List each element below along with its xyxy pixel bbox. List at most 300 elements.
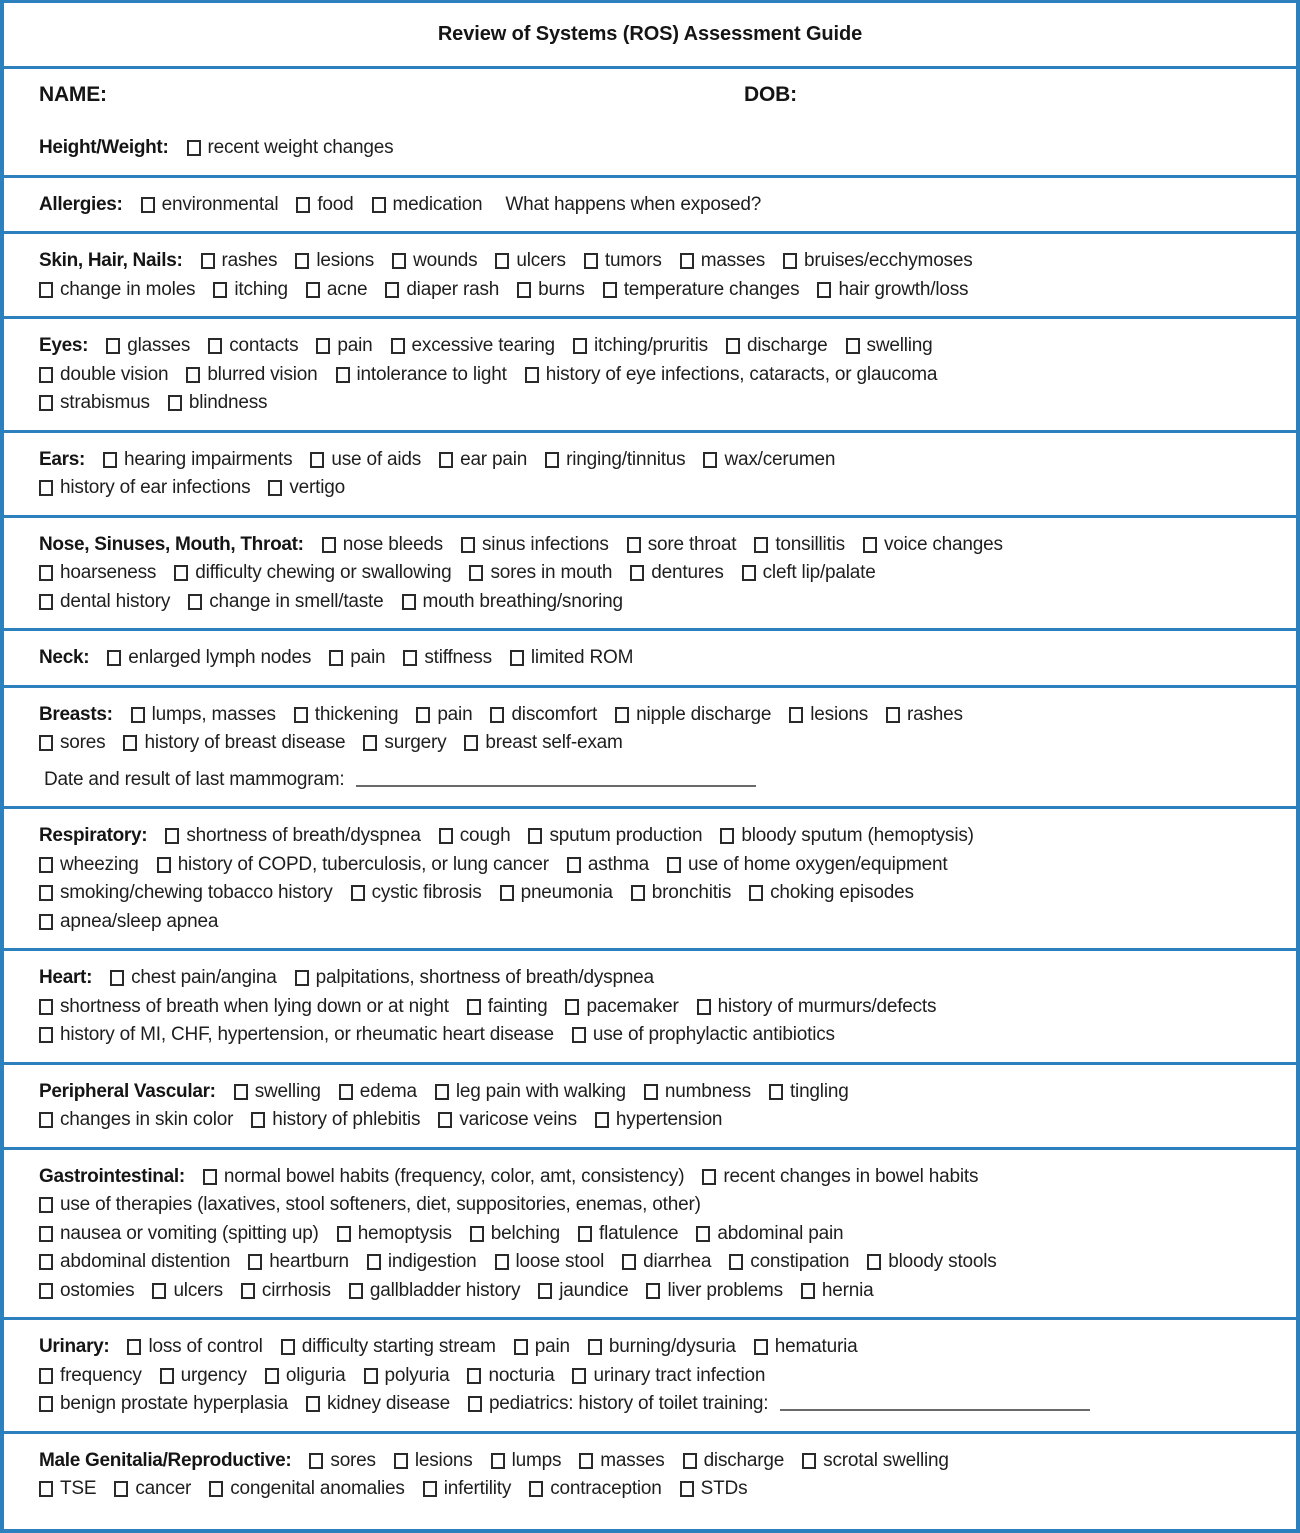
item-label: indigestion xyxy=(387,1251,477,1273)
checkbox[interactable] xyxy=(416,707,430,723)
checkbox-item xyxy=(39,1251,230,1273)
checkbox-item xyxy=(391,335,555,357)
checkbox[interactable] xyxy=(726,338,740,354)
checkbox[interactable] xyxy=(39,594,53,610)
item-label: food xyxy=(317,193,354,215)
checkbox-item xyxy=(615,704,771,726)
checkbox-item xyxy=(39,591,170,613)
checkbox[interactable] xyxy=(789,707,803,723)
checkbox[interactable] xyxy=(720,828,734,844)
checkbox[interactable] xyxy=(631,885,645,901)
checkbox[interactable] xyxy=(168,395,182,411)
item-label: bronchitis xyxy=(651,882,732,904)
checkbox[interactable] xyxy=(39,735,53,751)
checkbox-item xyxy=(461,534,609,556)
checkbox[interactable] xyxy=(438,1112,452,1128)
checkbox-item xyxy=(403,647,492,669)
checkbox-item xyxy=(510,647,633,669)
checkbox[interactable] xyxy=(186,367,200,383)
section-label: Gastrointestinal: xyxy=(39,1165,185,1187)
checkbox-item xyxy=(39,996,449,1018)
item-label: recent changes in bowel habits xyxy=(723,1165,979,1187)
item-label: apnea/sleep apnea xyxy=(60,910,219,932)
item-label: loss of control xyxy=(148,1336,263,1358)
checkbox[interactable] xyxy=(203,1169,217,1185)
fill-in-blank-line[interactable] xyxy=(356,773,756,787)
section-row xyxy=(4,1317,1296,1431)
item-label: cough xyxy=(459,825,511,847)
item-label: numbness xyxy=(664,1080,751,1102)
section-label: Heart: xyxy=(39,967,93,989)
item-label: abdominal pain xyxy=(717,1222,844,1244)
checkbox-item xyxy=(188,591,383,613)
checkbox[interactable] xyxy=(152,1283,166,1299)
checkbox[interactable] xyxy=(754,537,768,553)
checkbox[interactable] xyxy=(372,197,386,213)
item-label: wounds xyxy=(413,250,478,272)
checkbox[interactable] xyxy=(265,1368,279,1384)
checkbox-item xyxy=(39,1280,134,1302)
checkbox[interactable] xyxy=(39,480,53,496)
checkbox-item xyxy=(309,1450,375,1472)
item-label: history of COPD, tuberculosis, or lung cancer xyxy=(177,853,549,875)
checkbox-item xyxy=(322,534,443,556)
item-label: palpitations, shortness of breath/dyspnea xyxy=(315,967,654,989)
checkbox-item xyxy=(749,882,914,904)
checkbox[interactable] xyxy=(615,707,629,723)
checkbox[interactable] xyxy=(39,1283,53,1299)
checkbox[interactable] xyxy=(572,1368,586,1384)
text-item xyxy=(44,769,756,791)
item-label: kidney disease xyxy=(327,1393,450,1415)
checkbox[interactable] xyxy=(337,1226,351,1242)
checkbox[interactable] xyxy=(160,1368,174,1384)
checkbox-item xyxy=(364,1365,450,1387)
checkbox[interactable] xyxy=(310,452,324,468)
checkbox[interactable] xyxy=(567,857,581,873)
item-label: pacemaker xyxy=(586,995,679,1017)
item-label: pediatrics: history of toilet training: xyxy=(488,1393,769,1415)
checkbox[interactable] xyxy=(490,707,504,723)
checkbox[interactable] xyxy=(630,565,644,581)
item-label: history of ear infections xyxy=(60,477,251,499)
checkbox-item xyxy=(187,137,394,159)
checkbox[interactable] xyxy=(729,1254,743,1270)
item-label: history of murmurs/defects xyxy=(717,995,937,1017)
checkbox-item xyxy=(165,825,420,847)
checkbox[interactable] xyxy=(627,537,641,553)
checkbox-item xyxy=(802,1450,949,1472)
checkbox[interactable] xyxy=(667,857,681,873)
checkbox[interactable] xyxy=(703,452,717,468)
section-row xyxy=(4,175,1296,232)
checkbox-item xyxy=(310,449,421,471)
section-label: Allergies: xyxy=(39,193,123,215)
checkbox[interactable] xyxy=(295,253,309,269)
checkbox[interactable] xyxy=(209,1481,223,1497)
item-label: changes in skin color xyxy=(60,1109,234,1131)
checkbox[interactable] xyxy=(39,1481,53,1497)
item-label: contacts xyxy=(229,335,299,357)
checkbox-item xyxy=(39,1393,288,1415)
checkbox[interactable] xyxy=(402,594,416,610)
checkbox[interactable] xyxy=(468,1396,482,1412)
checkbox[interactable] xyxy=(39,1254,53,1270)
checkbox[interactable] xyxy=(39,1368,53,1384)
sections-container xyxy=(4,121,1296,1516)
checkbox[interactable] xyxy=(622,1254,636,1270)
checkbox[interactable] xyxy=(339,1084,353,1100)
checkbox[interactable] xyxy=(603,282,617,298)
section-line xyxy=(39,729,1278,758)
checkbox[interactable] xyxy=(188,594,202,610)
checkbox[interactable] xyxy=(213,282,227,298)
checkbox[interactable] xyxy=(697,999,711,1015)
checkbox-item xyxy=(703,449,835,471)
item-label: urinary tract infection xyxy=(593,1364,766,1386)
item-label: nocturia xyxy=(488,1364,555,1386)
item-label: sore throat xyxy=(647,533,737,555)
checkbox[interactable] xyxy=(646,1283,660,1299)
checkbox-item xyxy=(627,534,737,556)
item-label: benign prostate hyperplasia xyxy=(60,1393,289,1415)
checkbox-item xyxy=(754,1336,858,1358)
item-label: Date and result of last mammogram: xyxy=(44,768,345,790)
checkbox[interactable] xyxy=(123,735,137,751)
item-label: hoarseness xyxy=(60,562,157,584)
section-line xyxy=(39,332,1278,361)
checkbox-item xyxy=(683,1450,785,1472)
checkbox[interactable] xyxy=(281,1339,295,1355)
checkbox-item xyxy=(846,335,933,357)
checkbox[interactable] xyxy=(39,1197,53,1213)
checkbox[interactable] xyxy=(680,1481,694,1497)
item-label: choking episodes xyxy=(770,882,914,904)
item-label: sores in mouth xyxy=(490,562,613,584)
item-label: contraception xyxy=(550,1478,662,1500)
item-label: diarrhea xyxy=(643,1251,712,1273)
checkbox[interactable] xyxy=(114,1481,128,1497)
section-line xyxy=(39,1163,1278,1192)
checkbox-item xyxy=(680,1478,748,1500)
checkbox[interactable] xyxy=(846,338,860,354)
checkbox[interactable] xyxy=(435,1084,449,1100)
section-row xyxy=(4,806,1296,948)
checkbox-item xyxy=(39,392,150,414)
checkbox[interactable] xyxy=(588,1339,602,1355)
checkbox-item xyxy=(241,1280,331,1302)
checkbox-item xyxy=(491,1450,562,1472)
checkbox-item xyxy=(729,1251,849,1273)
item-label: hearing impairments xyxy=(124,448,293,470)
checkbox-item xyxy=(495,1251,605,1273)
checkbox[interactable] xyxy=(680,253,694,269)
item-label: loose stool xyxy=(515,1251,605,1273)
checkbox[interactable] xyxy=(491,1453,505,1469)
checkbox[interactable] xyxy=(103,452,117,468)
item-label: breast self-exam xyxy=(485,732,623,754)
checkbox-item xyxy=(867,1251,996,1273)
checkbox[interactable] xyxy=(470,1226,484,1242)
item-label: change in smell/taste xyxy=(209,590,384,612)
checkbox[interactable] xyxy=(529,1481,543,1497)
checkbox[interactable] xyxy=(801,1283,815,1299)
checkbox[interactable] xyxy=(306,1396,320,1412)
section-line xyxy=(39,644,1278,673)
checkbox-item xyxy=(720,825,973,847)
checkbox[interactable] xyxy=(423,1481,437,1497)
checkbox-item xyxy=(39,1365,142,1387)
checkbox-item xyxy=(579,1450,664,1472)
section-line xyxy=(39,1106,1278,1135)
checkbox[interactable] xyxy=(306,282,320,298)
checkbox[interactable] xyxy=(39,857,53,873)
checkbox[interactable] xyxy=(500,885,514,901)
checkbox[interactable] xyxy=(644,1084,658,1100)
checkbox-item xyxy=(265,1365,346,1387)
checkbox[interactable] xyxy=(817,282,831,298)
section-label: Male Genitalia/Reproductive: xyxy=(39,1449,292,1471)
checkbox-item xyxy=(339,1081,417,1103)
checkbox-item xyxy=(131,704,276,726)
checkbox-item xyxy=(306,1393,450,1415)
checkbox[interactable] xyxy=(573,338,587,354)
checkbox-item xyxy=(439,449,527,471)
checkbox[interactable] xyxy=(39,1396,53,1412)
checkbox[interactable] xyxy=(565,999,579,1015)
checkbox-item xyxy=(680,250,765,272)
checkbox[interactable] xyxy=(39,565,53,581)
section-label: Peripheral Vascular: xyxy=(39,1080,216,1102)
checkbox[interactable] xyxy=(187,140,201,156)
checkbox[interactable] xyxy=(696,1226,710,1242)
checkbox[interactable] xyxy=(514,1339,528,1355)
checkbox[interactable] xyxy=(802,1453,816,1469)
checkbox[interactable] xyxy=(495,1254,509,1270)
item-label: use of prophylactic antibiotics xyxy=(592,1024,835,1046)
section-row xyxy=(4,430,1296,515)
item-label: history of eye infections, cataracts, or glaucoma xyxy=(545,363,938,385)
section-line xyxy=(39,361,1278,390)
item-label: belching xyxy=(490,1222,560,1244)
checkbox[interactable] xyxy=(439,828,453,844)
section-line xyxy=(39,1220,1278,1249)
checkbox[interactable] xyxy=(39,999,53,1015)
checkbox[interactable] xyxy=(510,650,524,666)
checkbox[interactable] xyxy=(351,885,365,901)
checkbox[interactable] xyxy=(329,650,343,666)
checkbox[interactable] xyxy=(39,885,53,901)
checkbox[interactable] xyxy=(863,537,877,553)
item-label: diaper rash xyxy=(406,278,500,300)
checkbox[interactable] xyxy=(110,970,124,986)
checkbox[interactable] xyxy=(886,707,900,723)
item-label: pain xyxy=(437,703,473,725)
checkbox[interactable] xyxy=(403,650,417,666)
item-label: lumps xyxy=(511,1449,562,1471)
checkbox[interactable] xyxy=(367,1254,381,1270)
checkbox[interactable] xyxy=(131,707,145,723)
checkbox[interactable] xyxy=(525,367,539,383)
checkbox[interactable] xyxy=(268,480,282,496)
checkbox[interactable] xyxy=(141,197,155,213)
checkbox[interactable] xyxy=(464,735,478,751)
item-label: burning/dysuria xyxy=(608,1336,736,1358)
checkbox[interactable] xyxy=(295,970,309,986)
checkbox[interactable] xyxy=(165,828,179,844)
item-label: congenital anomalies xyxy=(230,1478,405,1500)
item-label: flatulence xyxy=(598,1222,679,1244)
item-label: medication xyxy=(392,193,483,215)
checkbox-item xyxy=(467,1365,554,1387)
section-line xyxy=(39,389,1278,418)
checkbox[interactable] xyxy=(572,1027,586,1043)
checkbox-item xyxy=(39,1109,233,1131)
checkbox[interactable] xyxy=(234,1084,248,1100)
checkbox-item xyxy=(572,1365,765,1387)
section-label: Skin, Hair, Nails: xyxy=(39,250,183,272)
item-label: tingling xyxy=(789,1080,849,1102)
item-label: ear pain xyxy=(460,448,528,470)
checkbox[interactable] xyxy=(702,1169,716,1185)
checkbox-item xyxy=(514,1336,570,1358)
checkbox[interactable] xyxy=(363,735,377,751)
section-line xyxy=(39,1447,1278,1476)
checkbox[interactable] xyxy=(309,1453,323,1469)
checkbox-item xyxy=(529,1478,661,1500)
checkbox-item xyxy=(39,279,195,301)
checkbox[interactable] xyxy=(528,828,542,844)
checkbox[interactable] xyxy=(742,565,756,581)
checkbox[interactable] xyxy=(394,1453,408,1469)
item-label: lumps, masses xyxy=(151,703,276,725)
item-label: swelling xyxy=(254,1080,321,1102)
checkbox[interactable] xyxy=(39,1027,53,1043)
checkbox[interactable] xyxy=(336,367,350,383)
checkbox[interactable] xyxy=(251,1112,265,1128)
checkbox-item xyxy=(392,250,477,272)
item-label: pneumonia xyxy=(520,882,613,904)
checkbox[interactable] xyxy=(867,1254,881,1270)
item-label: fainting xyxy=(487,995,548,1017)
checkbox-item xyxy=(251,1109,420,1131)
checkbox[interactable] xyxy=(683,1453,697,1469)
checkbox-item xyxy=(742,562,876,584)
checkbox[interactable] xyxy=(157,857,171,873)
section-line xyxy=(39,1362,1278,1391)
item-label: excessive tearing xyxy=(411,335,555,357)
checkbox[interactable] xyxy=(538,1283,552,1299)
checkbox[interactable] xyxy=(294,707,308,723)
item-label: sputum production xyxy=(549,825,703,847)
checkbox[interactable] xyxy=(439,452,453,468)
checkbox[interactable] xyxy=(754,1339,768,1355)
checkbox[interactable] xyxy=(578,1226,592,1242)
checkbox-item xyxy=(416,704,472,726)
checkbox[interactable] xyxy=(241,1283,255,1299)
checkbox-item xyxy=(349,1280,520,1302)
checkbox[interactable] xyxy=(595,1112,609,1128)
checkbox[interactable] xyxy=(364,1368,378,1384)
item-label: lesions xyxy=(316,250,375,272)
checkbox-item xyxy=(467,996,548,1018)
item-label: liver problems xyxy=(667,1279,783,1301)
checkbox[interactable] xyxy=(769,1084,783,1100)
item-label: asthma xyxy=(587,853,649,875)
checkbox[interactable] xyxy=(495,253,509,269)
checkbox[interactable] xyxy=(39,367,53,383)
checkbox-item xyxy=(213,279,288,301)
item-label: strabismus xyxy=(60,392,150,414)
item-label: mouth breathing/snoring xyxy=(422,590,623,612)
item-label: ringing/tinnitus xyxy=(566,448,686,470)
checkbox-item xyxy=(567,854,649,876)
item-label: itching xyxy=(234,278,288,300)
checkbox-item xyxy=(538,1280,628,1302)
checkbox[interactable] xyxy=(469,565,483,581)
checkbox-item xyxy=(817,279,968,301)
item-label: sores xyxy=(60,732,106,754)
checkbox-item xyxy=(630,562,723,584)
checkbox[interactable] xyxy=(248,1254,262,1270)
section-line xyxy=(39,851,1278,880)
checkbox[interactable] xyxy=(208,338,222,354)
checkbox-item xyxy=(103,449,292,471)
section-label: Respiratory: xyxy=(39,825,148,847)
checkbox[interactable] xyxy=(39,1112,53,1128)
checkbox-item xyxy=(168,392,267,414)
checkbox[interactable] xyxy=(39,1226,53,1242)
fill-in-blank-line[interactable] xyxy=(780,1397,1090,1411)
checkbox[interactable] xyxy=(467,1368,481,1384)
section-label: Breasts: xyxy=(39,703,113,725)
item-label: lesions xyxy=(810,703,868,725)
checkbox[interactable] xyxy=(127,1339,141,1355)
checkbox[interactable] xyxy=(39,282,53,298)
checkbox[interactable] xyxy=(201,253,215,269)
section-label: Height/Weight: xyxy=(39,137,169,159)
checkbox[interactable] xyxy=(174,565,188,581)
section-row xyxy=(4,1147,1296,1318)
checkbox[interactable] xyxy=(391,338,405,354)
checkbox[interactable] xyxy=(584,253,598,269)
checkbox[interactable] xyxy=(385,282,399,298)
checkbox[interactable] xyxy=(39,395,53,411)
checkbox[interactable] xyxy=(296,197,310,213)
section-line xyxy=(39,446,1278,475)
checkbox[interactable] xyxy=(106,338,120,354)
checkbox[interactable] xyxy=(322,537,336,553)
checkbox[interactable] xyxy=(579,1453,593,1469)
item-label: ostomies xyxy=(60,1279,135,1301)
item-label: voice changes xyxy=(883,533,1003,555)
checkbox[interactable] xyxy=(783,253,797,269)
checkbox[interactable] xyxy=(107,650,121,666)
checkbox[interactable] xyxy=(467,999,481,1015)
checkbox[interactable] xyxy=(349,1283,363,1299)
checkbox[interactable] xyxy=(392,253,406,269)
checkbox[interactable] xyxy=(517,282,531,298)
checkbox-item xyxy=(644,1081,751,1103)
checkbox[interactable] xyxy=(545,452,559,468)
checkbox[interactable] xyxy=(39,914,53,930)
checkbox[interactable] xyxy=(461,537,475,553)
checkbox[interactable] xyxy=(749,885,763,901)
item-label: cystic fibrosis xyxy=(371,882,482,904)
item-label: jaundice xyxy=(559,1279,629,1301)
item-label: difficulty starting stream xyxy=(301,1336,496,1358)
checkbox[interactable] xyxy=(316,338,330,354)
